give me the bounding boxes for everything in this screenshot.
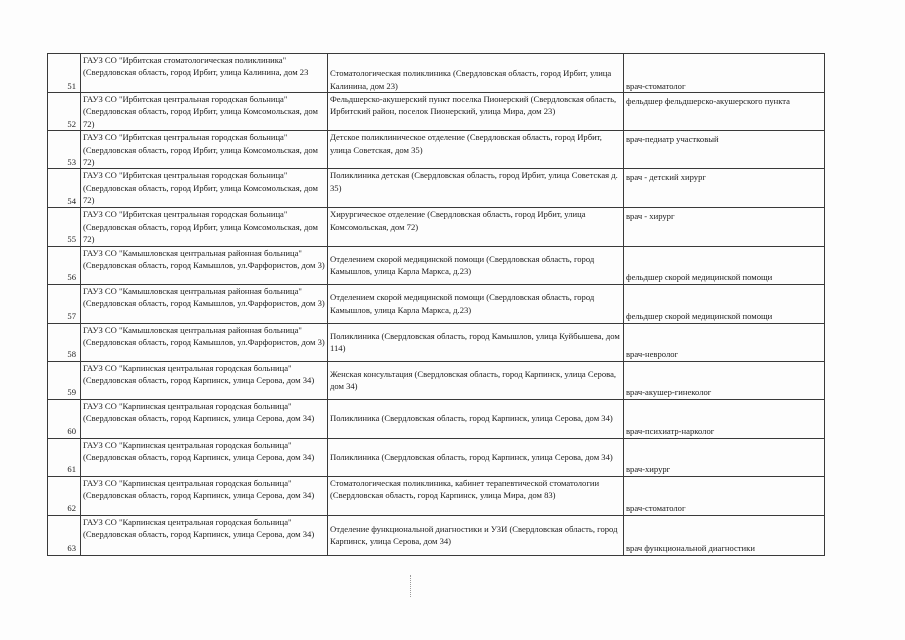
department-cell xyxy=(328,284,624,323)
department-cell xyxy=(328,399,624,438)
organization-text: ГАУЗ СО "Карпинская центральная городская больница" (Свердловская область, город Карпинск, улица Серова, дом 34) xyxy=(83,400,315,424)
row-number: 56 xyxy=(48,246,81,284)
department-text: Поликлиника (Свердловская область, город Камышлов, улица Куйбышева, дом 114) xyxy=(330,330,620,354)
department-text: Стоматологическая поликлиника (Свердловская область, город Ирбит, улица Калинина, дом 23) xyxy=(330,68,612,91)
organization-text: ГАУЗ СО "Камышловская центральная районная больница" (Свердловская область, город Камышлов, ул.Фарфористов, дом 3) xyxy=(83,247,325,271)
table-row xyxy=(48,54,825,93)
organization-cell xyxy=(81,361,328,399)
organization-cell xyxy=(81,284,328,323)
position-cell xyxy=(624,476,825,515)
organization-cell xyxy=(81,93,328,131)
vacancy-table-body xyxy=(48,54,825,556)
organization-text: ГАУЗ СО "Ирбитская центральная городская больница" (Свердловская область, город Ирбит, улица Комсомольская, дом 72) xyxy=(83,209,318,245)
department-cell xyxy=(328,93,624,131)
position-cell xyxy=(624,399,825,438)
organization-cell xyxy=(81,208,328,246)
department-text: Отделением скорой медицинской помощи (Свердловская область, город Камышлов, улица Карла Маркса, д.23) xyxy=(330,253,595,277)
organization-text: ГАУЗ СО "Карпинская центральная городская больница" (Свердловская область, город Карпинск, улица Серова, дом 34) xyxy=(83,439,315,463)
table-row xyxy=(48,438,825,476)
organization-text: ГАУЗ СО "Ирбитская центральная городская больница" (Свердловская область, город Ирбит, улица Комсомольская, дом 72) xyxy=(83,132,318,168)
department-text: Детское поликлиническое отделение (Свердловская область, город Ирбит, улица Советская, дом 35) xyxy=(330,132,602,155)
position-cell xyxy=(624,361,825,399)
row-number: 61 xyxy=(48,438,81,476)
position-text: врач - хирург xyxy=(626,211,675,222)
position-cell xyxy=(624,169,825,208)
department-text: Отделением скорой медицинской помощи (Свердловская область, город Камышлов, улица Карла Маркса, д.23) xyxy=(330,292,595,315)
department-cell xyxy=(328,476,624,515)
department-text: Отделение функциональной диагностики и УЗИ (Свердловская область, город Карпинск, улица Серова, дом 34) xyxy=(330,523,618,547)
department-cell xyxy=(328,54,624,93)
table-row xyxy=(48,169,825,208)
vacancy-table xyxy=(47,53,825,556)
organization-text: ГАУЗ СО "Ирбитская стоматологическая поликлиника" (Свердловская область, город Ирбит, улица Калинина, дом 23 xyxy=(83,55,309,78)
table-row xyxy=(48,131,825,169)
position-cell xyxy=(624,93,825,131)
row-number: 62 xyxy=(48,476,81,515)
row-number: 57 xyxy=(48,284,81,323)
position-text: фельдшер фельдшерско-акушерского пункта xyxy=(626,96,790,106)
department-cell xyxy=(328,169,624,208)
organization-cell xyxy=(81,246,328,284)
table-row xyxy=(48,208,825,246)
table-row xyxy=(48,323,825,361)
row-number: 54 xyxy=(48,169,81,208)
department-text: Фельдшерско-акушерский пункт поселка Пионерский (Свердловская область, Ирбитский район, поселок Пионерский, улица Мира, дом 23) xyxy=(330,94,617,117)
department-cell xyxy=(328,208,624,246)
organization-text: ГАУЗ СО "Камышловская центральная районная больница" (Свердловская область, город Камышлов, ул.Фарфористов, дом 3) xyxy=(83,324,325,348)
scan-artifact-mark xyxy=(410,575,413,597)
department-text: Хирургическое отделение (Свердловская область, город Ирбит, улица Комсомольская, дом 72) xyxy=(330,209,586,232)
row-number: 55 xyxy=(48,208,81,246)
department-cell xyxy=(328,131,624,169)
department-cell xyxy=(328,323,624,361)
organization-text: ГАУЗ СО "Камышловская центральная районная больница" (Свердловская область, город Камышлов, ул.Фарфористов, дом 3) xyxy=(83,285,325,309)
position-cell xyxy=(624,515,825,555)
organization-text: ГАУЗ СО "Карпинская центральная городская больница" (Свердловская область, город Карпинск, улица Серова, дом 34) xyxy=(83,362,315,386)
organization-text: ГАУЗ СО "Карпинская центральная городская больница" (Свердловская область, город Карпинск, улица Серова, дом 34) xyxy=(83,516,315,540)
position-text: врач функциональной диагностики xyxy=(626,543,755,554)
organization-text: ГАУЗ СО "Карпинская центральная городская больница" (Свердловская область, город Карпинск, улица Серова, дом 34) xyxy=(83,477,315,501)
organization-cell xyxy=(81,438,328,476)
department-text: Стоматологическая поликлиника, кабинет терапевтической стоматологии (Свердловская область, город Карпинск, улица Мира, дом 83) xyxy=(330,477,600,501)
table-row xyxy=(48,399,825,438)
department-cell xyxy=(328,438,624,476)
position-text: врач-стоматолог xyxy=(626,80,686,91)
table-row xyxy=(48,93,825,131)
row-number: 51 xyxy=(48,54,81,93)
department-text: Поликлиника (Свердловская область, город Карпинск, улица Серова, дом 34) xyxy=(330,413,613,424)
row-number: 59 xyxy=(48,361,81,399)
position-text: врач-стоматолог xyxy=(626,503,686,514)
row-number: 63 xyxy=(48,515,81,555)
position-cell xyxy=(624,438,825,476)
row-number: 52 xyxy=(48,93,81,131)
position-cell xyxy=(624,131,825,169)
department-text: Женская консультация (Свердловская область, город Карпинск, улица Серова, дом 34) xyxy=(330,368,617,392)
row-number: 53 xyxy=(48,131,81,169)
row-number: 58 xyxy=(48,323,81,361)
department-text: Поликлиника детская (Свердловская область, город Ирбит, улица Советская д. 35) xyxy=(330,170,618,193)
position-text: врач-хирург xyxy=(626,464,671,475)
organization-cell xyxy=(81,323,328,361)
organization-cell xyxy=(81,399,328,438)
organization-cell xyxy=(81,515,328,555)
position-cell xyxy=(624,54,825,93)
table-row xyxy=(48,284,825,323)
position-text: врач-акушер-гинеколог xyxy=(626,387,712,398)
table-row xyxy=(48,515,825,555)
organization-text: ГАУЗ СО "Ирбитская центральная городская больница" (Свердловская область, город Ирбит, улица Комсомольская, дом 72) xyxy=(83,170,318,206)
organization-cell xyxy=(81,476,328,515)
organization-cell xyxy=(81,131,328,169)
position-cell xyxy=(624,208,825,246)
position-text: фельдшер скорой медицинской помощи xyxy=(626,272,773,283)
position-text: врач-невролог xyxy=(626,349,679,360)
table-row xyxy=(48,246,825,284)
position-cell xyxy=(624,323,825,361)
table-row xyxy=(48,361,825,399)
position-text: врач - детский хирург xyxy=(626,172,706,183)
position-text: фельдшер скорой медицинской помощи xyxy=(626,311,773,322)
organization-cell xyxy=(81,169,328,208)
organization-text: ГАУЗ СО "Ирбитская центральная городская больница" (Свердловская область, город Ирбит, улица Комсомольская, дом 72) xyxy=(83,94,318,129)
department-text: Поликлиника (Свердловская область, город Карпинск, улица Серова, дом 34) xyxy=(330,451,613,462)
row-number: 60 xyxy=(48,399,81,438)
position-cell xyxy=(624,246,825,284)
position-cell xyxy=(624,284,825,323)
department-cell xyxy=(328,515,624,555)
department-cell xyxy=(328,246,624,284)
position-text: врач-педиатр участковый xyxy=(626,134,719,145)
organization-cell xyxy=(81,54,328,93)
position-text: врач-психиатр-нарколог xyxy=(626,426,715,437)
table-row xyxy=(48,476,825,515)
department-cell xyxy=(328,361,624,399)
